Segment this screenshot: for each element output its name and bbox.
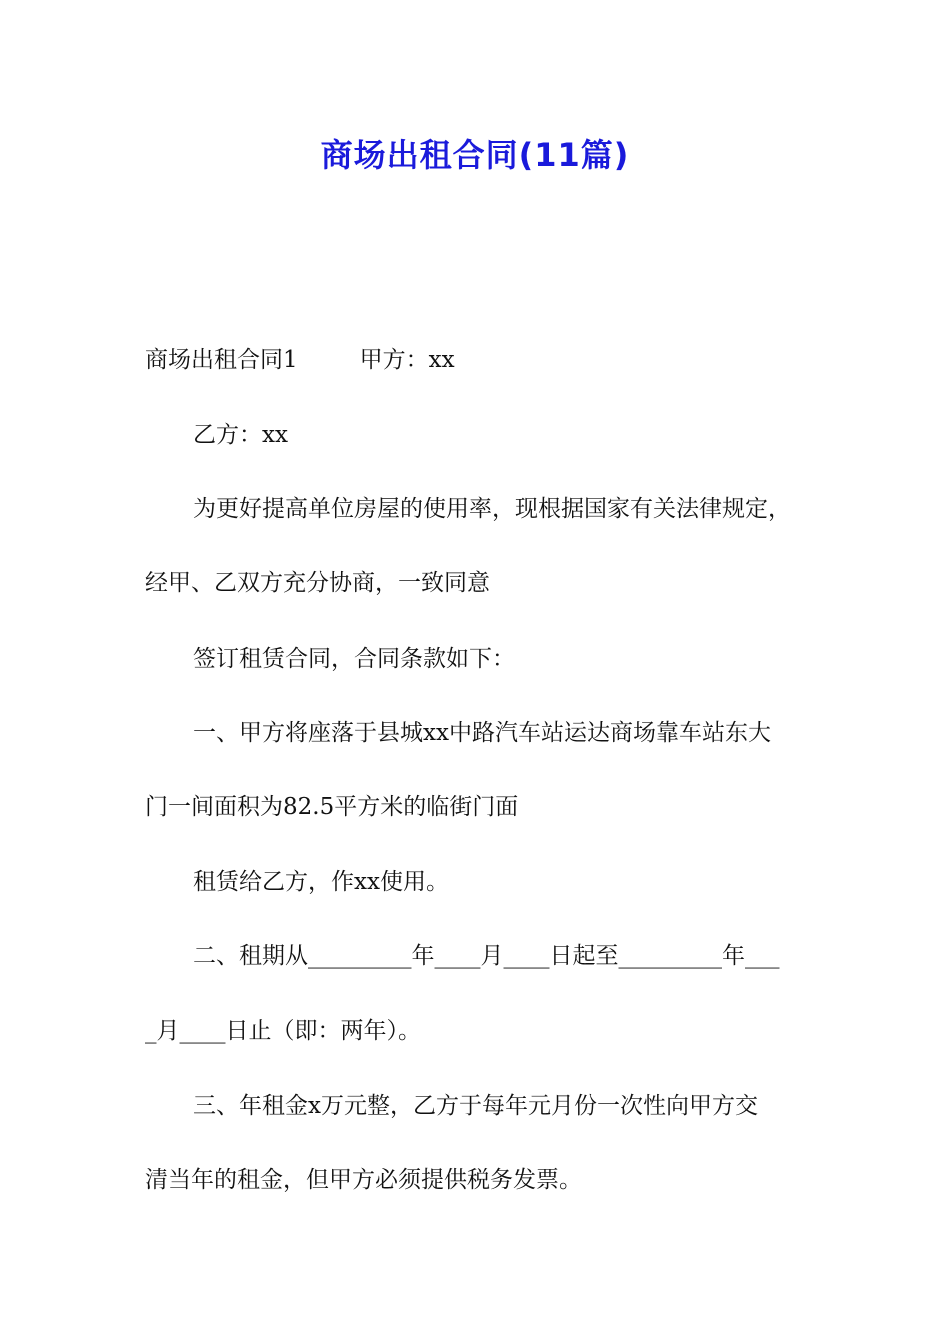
clause-2-line: _月____日止（即：两年）。 bbox=[145, 1018, 421, 1044]
document-title: 商场出租合同(11篇) bbox=[320, 136, 630, 174]
contract-heading-line bbox=[145, 345, 455, 375]
clause-1-line: 门一间面积为82.5平方米的临街门面 bbox=[145, 794, 519, 820]
party-b: 乙方：xx bbox=[193, 422, 288, 448]
clause-1-line: 一、甲方将座落于县城xx中路汽车站运达商场靠车站东大 bbox=[193, 720, 771, 746]
paragraph-line: 签订租赁合同，合同条款如下： bbox=[193, 646, 515, 672]
paragraph-line: 经甲、乙双方充分协商，一致同意 bbox=[145, 570, 490, 596]
paragraph-line: 为更好提高单位房屋的使用率，现根据国家有关法律规定， bbox=[193, 496, 791, 522]
clause-1-line: 租赁给乙方，作xx使用。 bbox=[193, 869, 449, 895]
clause-3-line: 三、年租金x万元整，乙方于每年元月份一次性向甲方交 bbox=[193, 1093, 758, 1119]
clause-2-line: 二、租期从_________年____月____日起至_________年___ bbox=[193, 943, 780, 969]
party-a: 甲方：xx bbox=[359, 347, 455, 373]
clause-3-line: 清当年的租金，但甲方必须提供税务发票。 bbox=[145, 1167, 582, 1193]
contract-number: 商场出租合同1 bbox=[145, 347, 298, 373]
